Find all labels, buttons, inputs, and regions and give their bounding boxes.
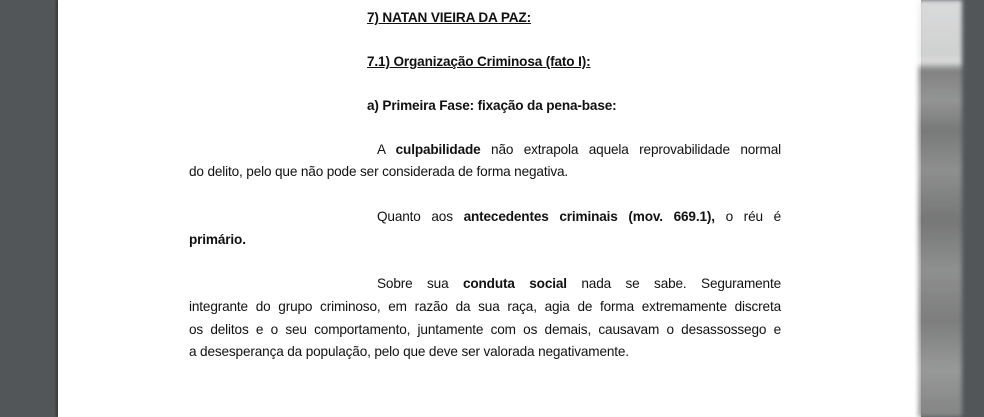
text: Quanto aos [377, 209, 464, 224]
text: nada se sabe. Seguramente [566, 276, 782, 291]
paragraph-conduct-line3: os delitos e o seu comportamento, juntamente com os demais, causavam o desassossego e [189, 322, 781, 337]
text: Sobre sua [377, 276, 463, 291]
bold-term: conduta social [462, 276, 567, 291]
text: o réu é [714, 209, 781, 224]
paragraph-conduct-line2: integrante do grupo criminoso, em razão da sua raça, agia de forma extremamente discreta [189, 299, 781, 314]
text: não extrapola aquela reprovabilidade normal [480, 142, 781, 157]
paragraph-culpability-line2: do delito, pelo que não pode ser considerada de forma negativa. [189, 164, 569, 179]
heading-phase: a) Primeira Fase: fixação da pena-base: [367, 98, 617, 113]
paragraph-culpability-line1 [377, 142, 781, 157]
paragraph-antecedents-line2: primário. [189, 232, 246, 247]
blurred-margin-strip [918, 0, 962, 417]
bold-term: culpabilidade [395, 142, 481, 157]
paragraph-antecedents-line1 [377, 209, 781, 224]
paragraph-conduct-line1 [377, 276, 781, 291]
heading-defendant: 7) NATAN VIEIRA DA PAZ: [367, 10, 531, 25]
text: A [377, 142, 396, 157]
paragraph-conduct-line4: a desesperança da população, pelo que deve ser valorada negativamente. [189, 344, 629, 359]
heading-crime: 7.1) Organização Criminosa (fato I): [367, 54, 591, 69]
bold-term: antecedentes criminais (mov. 669.1), [463, 209, 715, 224]
